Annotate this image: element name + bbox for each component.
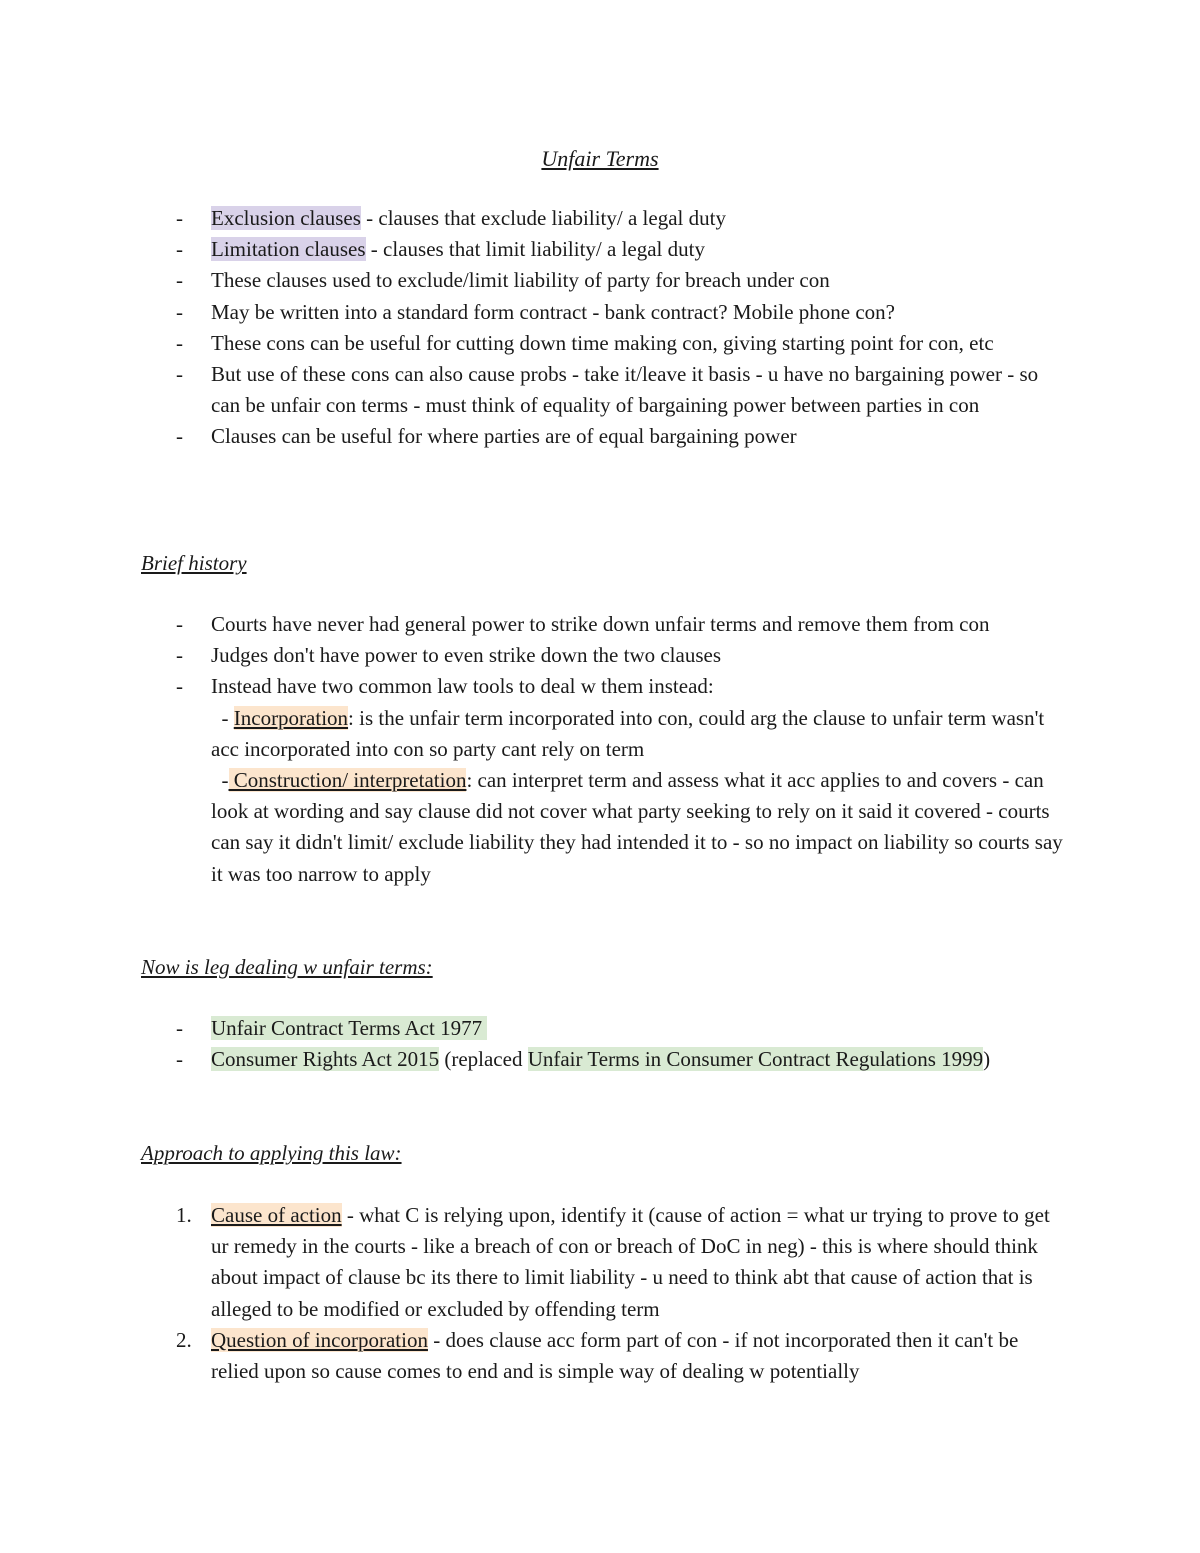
list-item <box>176 203 1066 234</box>
list-item <box>176 297 1066 328</box>
list-item <box>176 1044 1066 1075</box>
page-title: Unfair Terms <box>541 146 659 171</box>
list-item <box>176 421 1066 452</box>
list-item <box>176 234 1066 265</box>
highlighted-term: Consumer Rights Act 2015 <box>211 1047 440 1072</box>
highlighted-term: Exclusion clauses <box>211 206 361 230</box>
highlighted-term: Question of incorporation <box>211 1327 428 1352</box>
sub-item-text: : is the unfair term incorporated into con, could arg the clause to unfair term wasn't acc incorporated into con so party cant rely on term <box>211 705 1045 761</box>
list-item <box>176 265 1066 296</box>
highlighted-term: Unfair Contract Terms Act 1977 <box>211 1016 488 1040</box>
list-item <box>176 359 1066 421</box>
list-item-text: - clauses that limit liability/ a legal duty <box>365 237 705 262</box>
list-item <box>176 671 1066 889</box>
list-item <box>176 640 1066 671</box>
section-heading-legislation: Now is leg dealing w unfair terms: <box>141 955 433 979</box>
list-item-text: (replaced <box>439 1047 528 1072</box>
highlighted-term: Unfair Terms in Consumer Contract Regulations 1999 <box>527 1047 984 1072</box>
sub-item-incorporation <box>211 703 1066 765</box>
intro-list <box>176 203 1066 453</box>
list-item <box>176 1013 1066 1044</box>
section-heading-brief-history: Brief history <box>141 551 247 575</box>
list-item <box>176 1200 1066 1325</box>
list-item-text: - does clause acc form part of con - if not incorporated then it can't be relied upon so cause comes to end and is simple way of dealing w potentially <box>211 1327 1019 1384</box>
list-item <box>176 609 1066 640</box>
list-item-text: Instead have two common law tools to deal w them instead: <box>211 674 714 699</box>
list-item-text: These cons can be useful for cutting down time making con, giving starting point for con, etc <box>211 330 994 355</box>
highlighted-term: Limitation clauses <box>211 237 366 262</box>
sub-item-prefix: - <box>211 705 234 730</box>
highlighted-term: Construction/ interpretation <box>228 768 467 793</box>
highlighted-term: Incorporation <box>233 705 349 730</box>
section-heading-approach: Approach to applying this law: <box>141 1141 402 1165</box>
list-item <box>176 1325 1066 1387</box>
legislation-list <box>176 1013 1066 1075</box>
sub-item-construction <box>211 765 1066 890</box>
approach-steps <box>176 1200 1066 1387</box>
list-item-text: Courts have never had general power to strike down unfair terms and remove them from con <box>211 612 990 636</box>
list-item <box>176 328 1066 359</box>
list-item-text: - what C is relying upon, identify it (cause of action = what ur trying to prove to get ur remedy in the courts - like a breach of con or breach of DoC in neg) - this is where should think about impact of clause bc its there to limit liability - u need to think abt that cause of action that is alleged to be modified or excluded by offending term <box>211 1203 1050 1321</box>
list-item-text: May be written into a standard form contract - bank contract? Mobile phone con? <box>211 299 896 324</box>
step-number: 2. <box>176 1327 192 1352</box>
sub-item-prefix: - <box>211 768 229 793</box>
list-item-text: - clauses that exclude liability/ a legal duty <box>360 206 726 230</box>
sub-item-text: : can interpret term and assess what it acc applies to and covers - can look at wording and say clause did not cover what party seeking to rely on it said it covered - courts can say it didn't limit/ exclude liability they had intended it to - so no impact on liability so courts say it was too narrow to apply <box>211 768 1063 886</box>
step-number: 1. <box>176 1203 192 1227</box>
list-item-text: Judges don't have power to even strike down the two clauses <box>211 643 721 668</box>
list-item-text: These clauses used to exclude/limit liability of party for breach under con <box>211 268 830 293</box>
brief-history-list <box>176 609 1066 890</box>
list-item-text: ) <box>983 1047 991 1072</box>
highlighted-term: Cause of action <box>211 1203 342 1227</box>
list-item-text: But use of these cons can also cause probs - take it/leave it basis - u have no bargaining power - so can be unfair con terms - must think of equality of bargaining power between parties in con <box>211 362 1039 418</box>
list-item-text: Clauses can be useful for where parties are of equal bargaining power <box>211 424 797 449</box>
